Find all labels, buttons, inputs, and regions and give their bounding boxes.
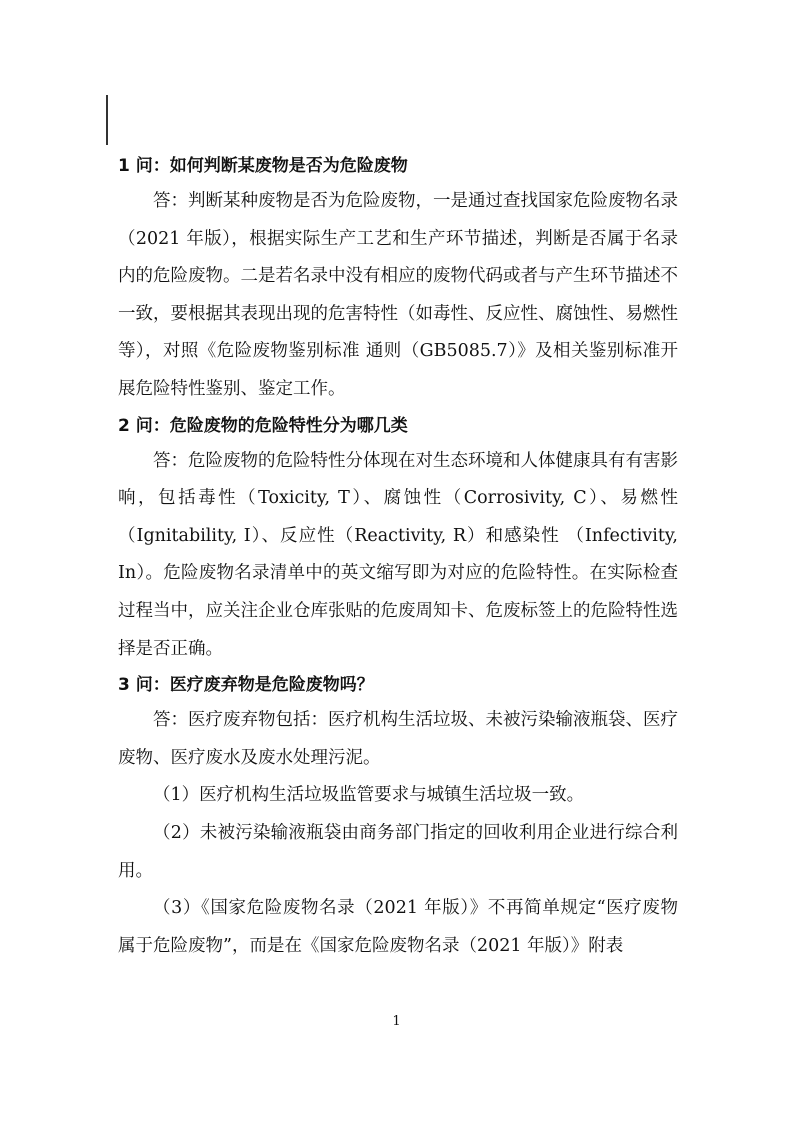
section-1-paragraph-1: 答：判断某种废物是否为危险废物，一是通过查找国家危险废物名录（2021 年版），根据实际生产工艺和生产环节描述，判断是否属于名录内的危险废物。二是若名录中没有相应的废物代码或者与产生环节描述不一致，要根据其表现出现的危害特性（如毒性、反应性、腐蚀性、易燃性等），对照《危险废物鉴别标准 通则（GB5085.7）》及相关鉴别标准开展危险特性鉴别、鉴定工作。 (118, 191, 678, 399)
document-body (118, 149, 678, 965)
section-2-paragraph-1: 答：危险废物的危险特性分体现在对生态环境和人体健康具有有害影响，包括毒性（Toxicity, T）、腐蚀性（Corrosivity, C）、易燃性（Ignitability, I）、反应性（Reactivity, R）和感染性 （Infectivity, In）。危险废物名录清单中的英文缩写即为对应的危险特性。在实际检查过程当中，应关注企业仓库张贴的危废周知卡、危废标签上的危险特性选择是否正确。 (118, 450, 678, 659)
margin-mark (106, 95, 108, 145)
section-3-paragraph-4: （3）《国家危险废物名录（2021 年版）》不再简单规定“医疗废物属于危险废物”，而是在《国家危险废物名录（2021 年版）》附表 (118, 898, 678, 956)
section-3-paragraph-2: （1）医疗机构生活垃圾监管要求与城镇生活垃圾一致。 (153, 785, 585, 806)
section-3-paragraph-1: 答：医疗废弃物包括：医疗机构生活垃圾、未被污染输液瓶袋、医疗废物、医疗废水及废水处理污泥。 (118, 710, 678, 768)
section-2-heading: 2 问：危险废物的危险特性分为哪几类 (118, 415, 408, 436)
page-number: 1 (392, 1014, 401, 1029)
section-3-paragraph-3: （2）未被污染输液瓶袋由商务部门指定的回收利用企业进行综合利用。 (118, 822, 678, 881)
section-1-heading: 1 问：如何判断某废物是否为危险废物 (118, 156, 408, 176)
section-3-heading: 3 问：医疗废弃物是危险废物吗？ (118, 675, 374, 696)
